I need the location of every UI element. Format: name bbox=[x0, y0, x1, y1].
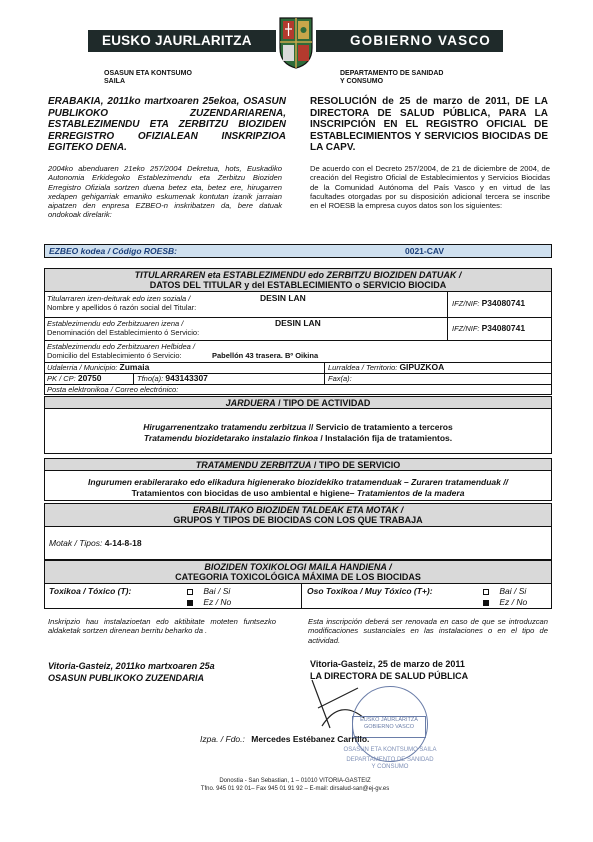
titular-name-label: Titularraren izen-deiturak edo izen soziala / Nombre y apellidos ó razón social del Titular: bbox=[47, 294, 197, 312]
very-toxic-label: Oso Toxikoa / Muy Tóxico (T+): bbox=[307, 586, 433, 596]
toxic-yes-option[interactable]: Bai / Si bbox=[187, 586, 230, 596]
titular-section-header: TITULARRAREN eta ESTABLEZIMENDU edo ZERBITZU BIOZIDEN DATUAK / DATOS DEL TITULAR y del ESTABLECIMIENTO o SERVICIO BIOCIDA bbox=[44, 268, 552, 292]
signature-place-spanish: Vitoria-Gasteiz, 25 de marzo de 2011 LA DIRECTORA DE SALUD PÚBLICA bbox=[310, 659, 469, 681]
postal-code: PK / CP: 20750 bbox=[47, 373, 102, 383]
titular-data-table bbox=[44, 291, 552, 395]
very-toxic-yes-checkbox[interactable] bbox=[483, 589, 489, 595]
titular-name-value: DESIN LAN bbox=[260, 293, 306, 303]
intro-spanish: De acuerdo con el Decreto 257/2004, de 21 de diciembre de 2004, de creación del Registro Oficial de Establecimientos y Servicios Biocidas de la Comunidad Autónoma del País Vasco y en virtud de las facultades otorgadas por su disposición adicional tercera se inscribe en el ROESB la empresa cuyos datos son los siguientes: bbox=[310, 164, 550, 211]
stamp-inner-box: EUSKO JAURLARITZA GOBIERNO VASCO bbox=[352, 716, 426, 738]
territory: Lurraldea / Territorio: GIPUZKOA bbox=[328, 362, 445, 372]
service-section-header: TRATAMENDU ZERBITZUA / TIPO DE SERVICIO bbox=[44, 458, 552, 471]
address-value: Pabellón 43 trasera. Bº Oikina bbox=[212, 351, 319, 360]
toxic-no-checkbox[interactable] bbox=[187, 600, 193, 606]
intro-basque: 2004ko abenduaren 21eko 257/2004 Dekretua, hots, Euskadiko Autonomia Erkidegoko Establezimendu eta Zerbitzu Bioziden Erregistro Ofiziala sortzen duena betez eta, betez ere, hirugarren xedapen gehigarriak emaniko eskumenak kontutan izanik jarraian aipatzen den enpresa EZBEO-n inskribatzen da, bere datuak ondokoak direlarik: bbox=[48, 164, 282, 220]
toxicity-section-header: BIOZIDEN TOXIKOLOGI MAILA HANDIENA / CATEGORIA TOXICOLÓGICA MÁXIMA DE LOS BIOCIDAS bbox=[44, 560, 552, 584]
establishment-nif: IFZ/NIF: P34080741 bbox=[452, 323, 526, 333]
very-toxic-yes-option[interactable]: Bai / Si bbox=[483, 586, 526, 596]
toxic-yes-checkbox[interactable] bbox=[187, 589, 193, 595]
department-stamp: OSASUN ETA KONTSUMO SAILA DEPARTAMENTO DE SANIDAD Y CONSUMO bbox=[343, 747, 437, 770]
toxic-label: Toxikoa / Tóxico (T): bbox=[49, 586, 132, 596]
email-label: Posta elektronikoa / Correo electrónico: bbox=[47, 385, 179, 394]
org-name-basque: EUSKO JAURLARITZA bbox=[102, 33, 252, 48]
address-label: Establezimendu edo Zerbitzuaren Helbidea / Domicilio del Establecimiento ó Servicio: bbox=[47, 342, 196, 360]
signer-line: Izpa. / Fdo.: Mercedes Estébanez Carrillo. bbox=[200, 734, 370, 744]
establishment-name-label: Establezimendu edo Zerbitzuaren izena / Denominación del Establecimiento ó Servicio: bbox=[47, 319, 200, 337]
service-line-2: Tratamientos con biocidas de uso ambiental e higiene– Tratamientos de la madera bbox=[131, 488, 465, 498]
fax: Fax(a): bbox=[328, 374, 352, 383]
org-name-spanish: GOBIERNO VASCO bbox=[349, 33, 491, 48]
titular-nif: IFZ/NIF: P34080741 bbox=[452, 298, 526, 308]
activity-section-header: JARDUERA / TIPO DE ACTIVIDAD bbox=[44, 396, 552, 409]
establishment-name-value: DESIN LAN bbox=[275, 318, 321, 328]
municipality: Udalerria / Municipio: Zumaia bbox=[47, 362, 150, 372]
roesb-code-value: 0021-CAV bbox=[405, 246, 445, 256]
department-spanish: DEPARTAMENTO DE SANIDAD Y CONSUMO bbox=[340, 70, 444, 85]
coat-of-arms-icon bbox=[276, 14, 316, 70]
roesb-code-label: EZBEO kodea / Código ROESB: bbox=[49, 246, 177, 256]
activity-box bbox=[44, 408, 552, 454]
very-toxic-no-option[interactable]: Ez / No bbox=[483, 597, 527, 607]
very-toxic-no-checkbox[interactable] bbox=[483, 600, 489, 606]
groups-box bbox=[44, 526, 552, 560]
biocide-types: Motak / Tipos: 4-14-8-18 bbox=[49, 538, 142, 548]
phone: Tfno(a): 943143307 bbox=[137, 373, 208, 383]
toxic-no-option[interactable]: Ez / No bbox=[187, 597, 231, 607]
renewal-note-basque: Inskripzio hau instalazioetan edo aktibitate moteten funtsezko aldaketak sortzen direnean berritu beharko da . bbox=[48, 617, 276, 636]
resolution-title-spanish: RESOLUCIÓN de 25 de marzo de 2011, DE LA DIRECTORA DE SALUD PÚBLICA, PARA LA INSCRIPCIÓN EN EL REGISTRO OFICIAL DE ESTABLECIMIENTOS Y SERVICIOS BIOCIDAS DE LA CAPV. bbox=[310, 96, 548, 153]
activity-line-2: Tratamendu biozidetarako instalazio finkoa / Instalación fija de tratamientos. bbox=[143, 433, 453, 443]
footer-address: Donostia - San Sebastian, 1 – 01010 VITORIA-GASTEIZ Tfno. 945 01 92 01– Fax 945 01 91 92 – E-mail: dirsalud-san@ej-gv.es bbox=[200, 778, 390, 792]
groups-section-header: ERABILITAKO BIOZIDEN TALDEAK ETA MOTAK / GRUPOS Y TIPOS DE BIOCIDAS CON LOS QUE TRABAJA bbox=[44, 503, 552, 527]
service-line-1: Ingurumen erabilerarako edo elikadura higienerako biozidekiko tratamenduak – Zuraren tratamenduak // bbox=[88, 477, 508, 487]
signature-place-basque: Vitoria-Gasteiz, 2011ko martxoaren 25a OSASUN PUBLIKOKO ZUZENDARIA bbox=[48, 661, 215, 683]
service-box bbox=[44, 470, 552, 501]
activity-line-1: Hirugarrenentzako tratamendu zerbitzua // Servicio de tratamiento a terceros bbox=[143, 422, 453, 432]
renewal-note-spanish: Esta inscripción deberá ser renovada en caso de que se introduzcan modificaciones sustanciales en las instalaciones o en el tipo de actividad. bbox=[308, 617, 548, 645]
department-basque: OSASUN ETA KONTSUMO SAILA bbox=[104, 70, 192, 85]
roesb-code-bar bbox=[44, 244, 552, 258]
toxicity-box bbox=[44, 583, 552, 609]
resolution-title-basque: ERABAKIA, 2011ko martxoaren 25ekoa, OSASUN PUBLIKOKO ZUZENDARIARENA, ESTABLEZIMENDU ETA ZERBITZU BIOZIDEN ERREGISTRO OFIZIALEAN INSKRIPZIOA EGITEKO DENA. bbox=[48, 96, 286, 153]
